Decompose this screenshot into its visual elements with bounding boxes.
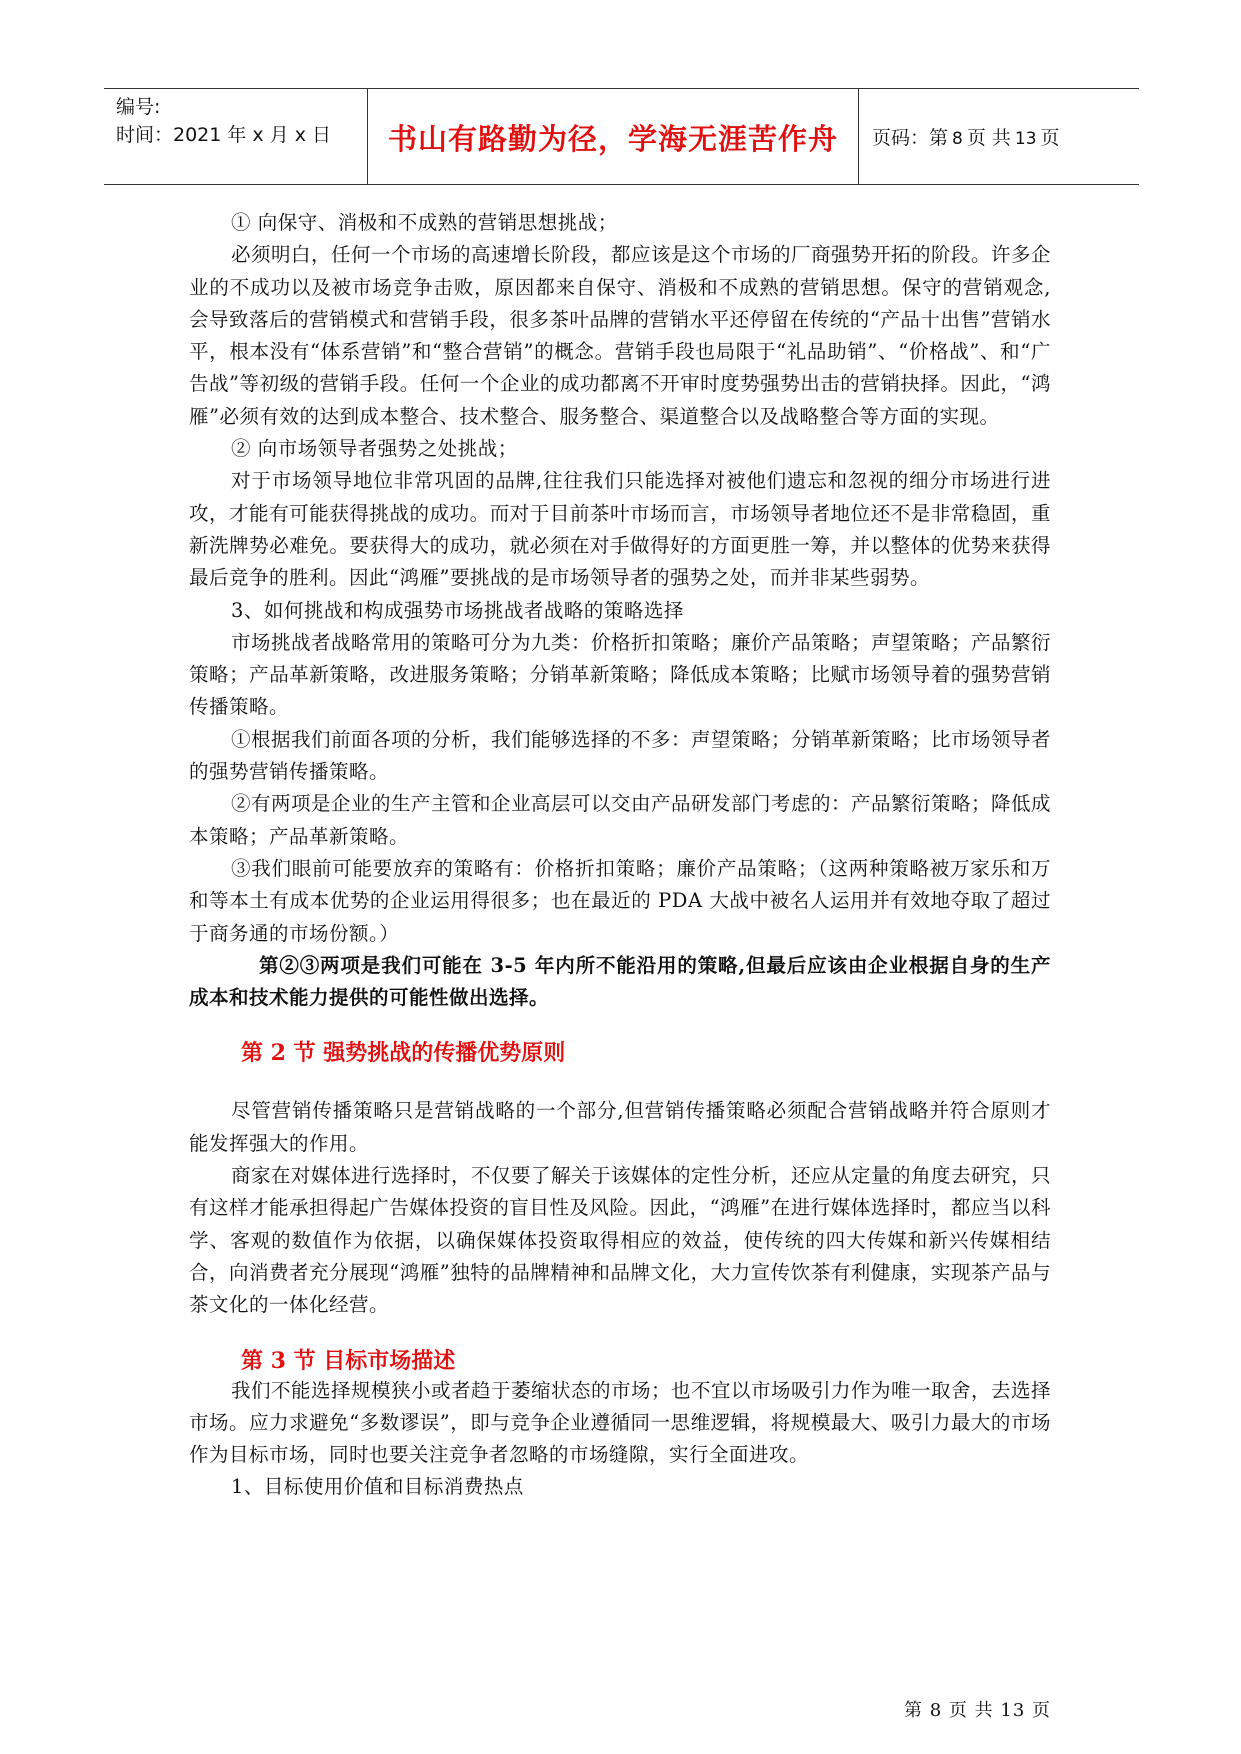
section-heading-2: 第 2 节 强势挑战的传播优势原则 — [241, 1040, 566, 1067]
page-num: 8 — [952, 129, 963, 149]
document-body — [189, 207, 1051, 1504]
paragraph: ② 向市场领导者强势之处挑战； — [231, 437, 518, 461]
paragraph: ②有两项是企业的生产主管和企业高层可以交由产品研发部门考虑的：产品繁衍策略；降低成本策略；产品革新策略。 — [189, 792, 1052, 848]
paragraph: ①根据我们前面各项的分析，我们能够选择的不多：声望策略；分销革新策略；比市场领导者的强势营销传播策略。 — [189, 727, 1052, 784]
paragraph: 3、如何挑战和构成强势市场挑战者战略的策略选择 — [231, 598, 684, 622]
paragraph: 市场挑战者战略常用的策略可分为九类：价格折扣策略；廉价产品策略；声望策略；产品繁衍策略；产品革新策略，改进服务策略；分销革新策略；降低成本策略；比赋市场领导着的强势营销传播策略。 — [189, 630, 1052, 719]
bold-paragraph: 第②③两项是我们可能在 3-5 年内所不能沿用的策略,但最后应该由企业根据自身的生产成本和技术能力提供的可能性做出选择。 — [189, 953, 1051, 1010]
header-meta — [116, 93, 356, 149]
header-divider — [858, 89, 859, 184]
page-header — [104, 88, 1139, 185]
time-label: 时间：2021 年 x 月 x 日 — [116, 124, 332, 146]
paragraph: 商家在对媒体进行选择时，不仅要了解关于该媒体的定性分析，还应从定量的角度去研究，只有这样才能承担得起广告媒体投资的盲目性及风险。因此，“鸿雁”在进行媒体选择时，都应当以科学、客观的数值作为依据，以确保媒体投资取得相应的效益，使传统的四大传媒和新兴传媒相结合，向消费者充分展现“鸿雁”独特的品牌精神和品牌文化，大力宣传饮茶有利健康，实现茶产品与茶文化的一体化经营。 — [189, 1164, 1052, 1317]
page-end: 页 — [1040, 127, 1060, 149]
header-divider — [367, 89, 368, 184]
page-mid: 页 共 — [966, 127, 1011, 149]
code-label: 编号: — [116, 96, 161, 118]
paragraph: 尽管营销传播策略只是营销战略的一个部分,但营销传播策略必须配合营销战略并符合原则才能发挥强大的作用。 — [189, 1099, 1051, 1155]
paragraph: ① 向保守、消极和不成熟的营销思想挑战； — [231, 211, 618, 234]
page-footer: 第 8 页 共 13 页 — [904, 1700, 1051, 1721]
paragraph: 对于市场领导地位非常巩固的品牌,往往我们只能选择对被他们遗忘和忽视的细分市场进行进攻，才能有可能获得挑战的成功。而对于目前茶叶市场而言，市场领导者地位还不是非常稳固，重新洗牌势必难免。要获得大的成功，就必须在对手做得好的方面更胜一筹，并以整体的优势来获得最后竞争的胜利。因此“鸿雁”要挑战的是市场领导者的强势之处，而并非某些弱势。 — [189, 469, 1051, 590]
header-motto: 书山有路勤为径，学海无涯苦作舟 — [387, 122, 838, 156]
page-label: 页码：第 — [872, 127, 949, 149]
header-page-number — [872, 123, 1060, 150]
paragraph: 1、目标使用价值和目标消费热点 — [231, 1475, 524, 1499]
paragraph: ③我们眼前可能要放弃的策略有：价格折扣策略；廉价产品策略；（这两种策略被万家乐和万和等本土有成本优势的企业运用得很多；也在最近的 PDA 大战中被名人运用并有效地夺取了超过于商务通的市场份额。） — [189, 856, 1051, 945]
section-heading-3: 第 3 节 目标市场描述 — [241, 1347, 456, 1374]
paragraph: 必须明白，任何一个市场的高速增长阶段，都应该是这个市场的厂商强势开拓的阶段。许多企业的不成功以及被市场竞争击败，原因都来自保守、消极和不成熟的营销思想。保守的营销观念,会导致落后的营销模式和营销手段，很多茶叶品牌的营销水平还停留在传统的“产品十出售”营销水平，根本没有“体系营销”和“整合营销”的概念。营销手段也局限于“礼品助销”、“价格战”、和“广告战”等初级的营销手段。任何一个企业的成功都离不开审时度势强势出击的营销抉择。因此，“鸿雁”必须有效的达到成本整合、技术整合、服务整合、渠道整合以及战略整合等方面的实现。 — [189, 243, 1052, 428]
page-total: 13 — [1014, 129, 1037, 149]
paragraph: 我们不能选择规模狭小或者趋于萎缩状态的市场；也不宜以市场吸引力作为唯一取舍，去选择市场。应力求避免“多数谬误”，即与竞争企业遵循同一思维逻辑，将规模最大、吸引力最大的市场作为目标市场，同时也要关注竞争者忽略的市场缝隙，实行全面进攻。 — [189, 1378, 1052, 1467]
